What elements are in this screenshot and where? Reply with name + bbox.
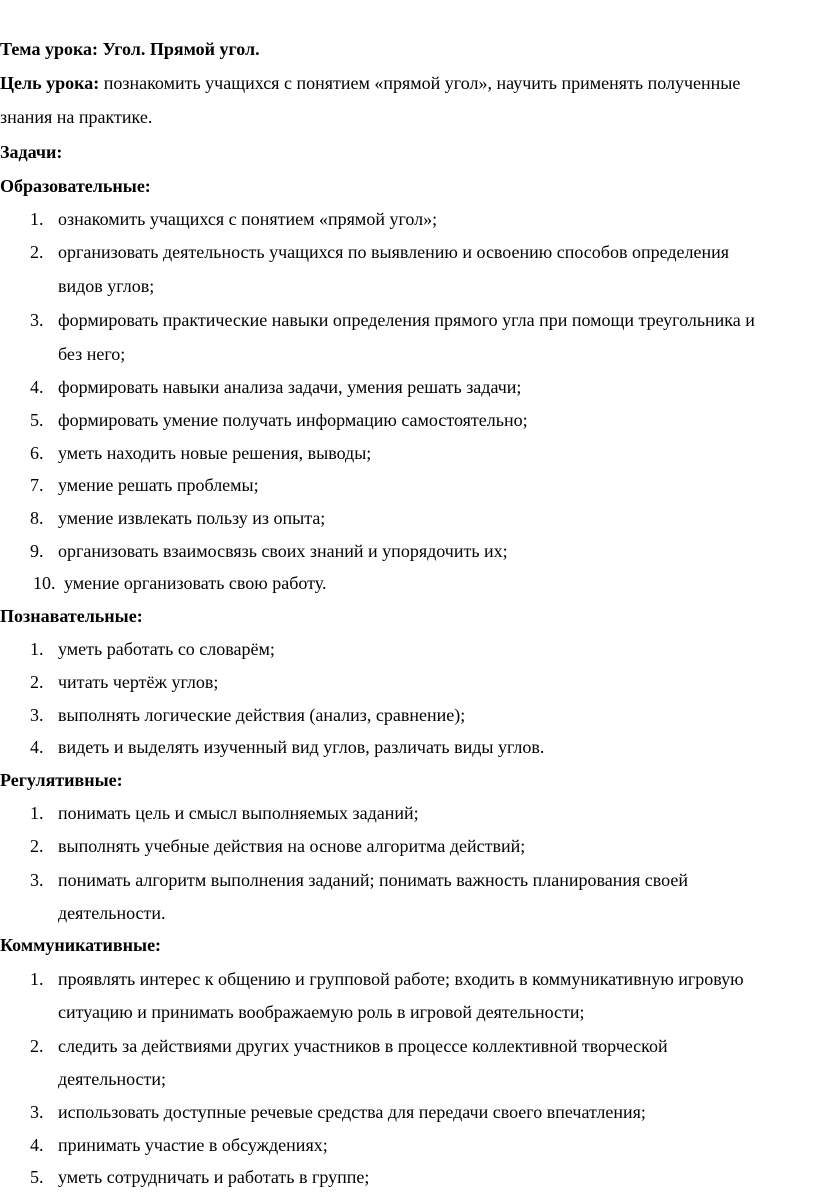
goal-line-2 bbox=[0, 106, 152, 128]
item-text: умение извлекать пользу из опыта; bbox=[58, 508, 326, 528]
topic-value: Угол. Прямой угол. bbox=[102, 39, 260, 59]
cognitive-heading: Познавательные: bbox=[0, 606, 143, 626]
item-text: деятельности. bbox=[58, 903, 166, 923]
item-number: 1. bbox=[30, 639, 44, 659]
item-text: формировать практические навыки определения прямого угла при помощи треугольника и bbox=[58, 310, 755, 330]
item-text: ознакомить учащихся с понятием «прямой угол»; bbox=[58, 209, 438, 229]
item-number: 3. bbox=[30, 310, 44, 330]
item-number: 2. bbox=[30, 1036, 44, 1056]
item-number: 1. bbox=[30, 209, 44, 229]
item-text: умение решать проблемы; bbox=[58, 475, 259, 495]
item-number: 6. bbox=[30, 443, 44, 463]
item-number: 9. bbox=[30, 541, 44, 561]
educational-heading: Образовательные: bbox=[0, 176, 151, 196]
item-text: использовать доступные речевые средства для передачи своего впечатления; bbox=[58, 1102, 646, 1122]
item-number: 2. bbox=[30, 836, 44, 856]
item-text: выполнять учебные действия на основе алгоритма действий; bbox=[58, 836, 526, 856]
item-number: 4. bbox=[30, 1135, 44, 1155]
item-text: читать чертёж углов; bbox=[58, 672, 219, 692]
goal-text-1: познакомить учащихся с понятием «прямой угол», научить применять полученные bbox=[103, 73, 741, 93]
item-text: понимать алгоритм выполнения заданий; понимать важность планирования своей bbox=[58, 870, 688, 890]
topic-label: Тема урока: bbox=[0, 39, 99, 59]
topic-line bbox=[0, 38, 260, 60]
item-text: уметь сотрудничать и работать в группе; bbox=[58, 1167, 370, 1187]
goal-label: Цель урока: bbox=[0, 73, 100, 93]
item-number: 2. bbox=[30, 242, 44, 262]
item-number: 4. bbox=[30, 737, 44, 757]
item-text: без него; bbox=[58, 344, 126, 364]
item-text: проявлять интерес к общению и групповой работе; входить в коммуникативную игровую bbox=[58, 969, 744, 989]
item-number: 7. bbox=[30, 475, 44, 495]
item-text: формировать умение получать информацию самостоятельно; bbox=[58, 410, 528, 430]
item-number: 3. bbox=[30, 1102, 44, 1122]
item-text: организовать взаимосвязь своих знаний и упорядочить их; bbox=[58, 541, 508, 561]
tasks-heading: Задачи: bbox=[0, 142, 63, 162]
item-text: уметь находить новые решения, выводы; bbox=[58, 443, 372, 463]
item-number: 1. bbox=[30, 969, 44, 989]
item-text: ситуацию и принимать воображаемую роль в игровой деятельности; bbox=[58, 1002, 585, 1022]
goal-line-1 bbox=[0, 72, 740, 94]
item-text: видеть и выделять изученный вид углов, различать виды углов. bbox=[58, 737, 545, 757]
communicative-heading: Коммуникативные: bbox=[0, 935, 162, 955]
goal-text-2: знания на практике. bbox=[0, 107, 153, 127]
item-text: выполнять логические действия (анализ, сравнение); bbox=[58, 705, 466, 725]
item-text: деятельности; bbox=[58, 1069, 167, 1089]
item-number: 3. bbox=[30, 870, 44, 890]
item-text: видов углов; bbox=[58, 276, 155, 296]
item-text: формировать навыки анализа задачи, умения решать задачи; bbox=[58, 377, 522, 397]
item-number: 5. bbox=[30, 410, 44, 430]
item-number: 8. bbox=[30, 508, 44, 528]
regulatory-heading: Регулятивные: bbox=[0, 770, 123, 790]
item-text: принимать участие в обсуждениях; bbox=[58, 1135, 328, 1155]
item-number: 1. bbox=[30, 803, 44, 823]
item-text: уметь работать со словарём; bbox=[58, 639, 275, 659]
item-number: 3. bbox=[30, 705, 44, 725]
item-number: 2. bbox=[30, 672, 44, 692]
item-number: 10. bbox=[33, 573, 56, 593]
item-text: организовать деятельность учащихся по выявлению и освоению способов определения bbox=[58, 242, 729, 262]
item-number: 5. bbox=[30, 1167, 44, 1187]
item-text: следить за действиями других участников в процессе коллективной творческой bbox=[58, 1036, 668, 1056]
item-number: 4. bbox=[30, 377, 44, 397]
item-text: умение организовать свою работу. bbox=[64, 573, 327, 593]
item-text: понимать цель и смысл выполняемых заданий; bbox=[58, 803, 419, 823]
